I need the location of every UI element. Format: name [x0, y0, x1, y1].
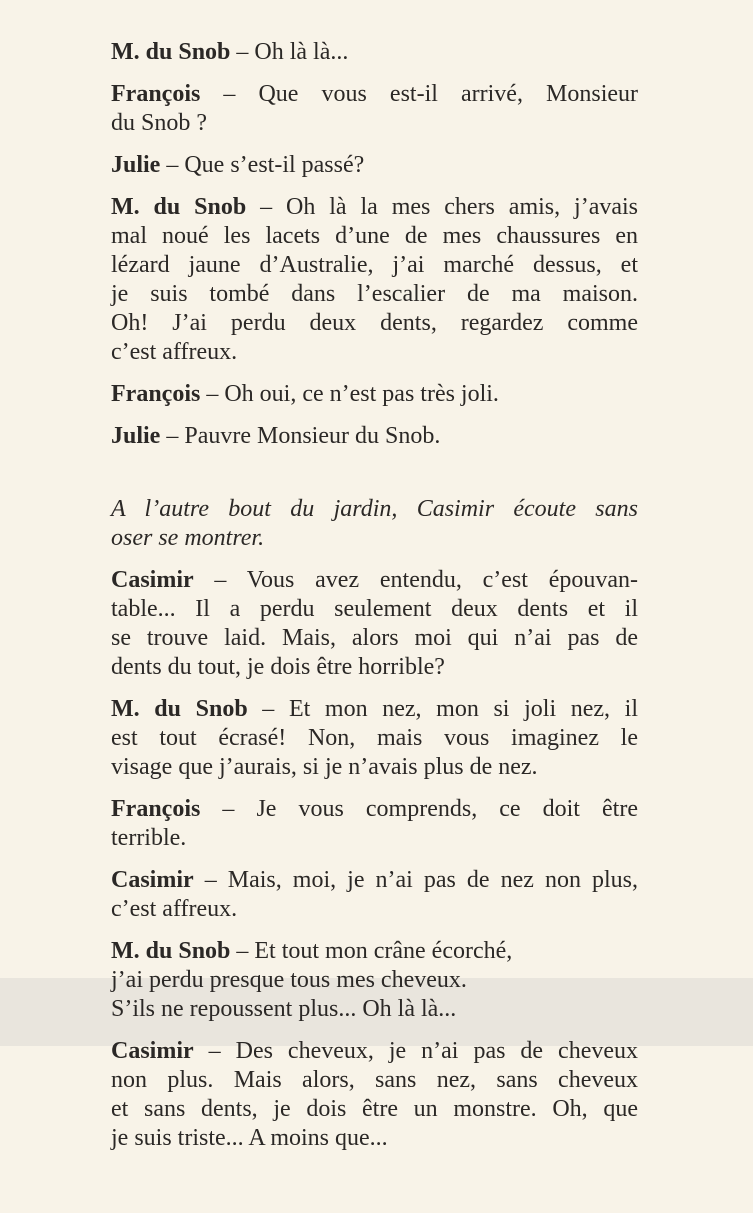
speaker-name: M. du Snob [111, 696, 248, 722]
speaker-name: Casimir [111, 567, 194, 593]
text-line [111, 824, 638, 853]
line-text: terrible. [111, 825, 187, 851]
speaker-name: Julie [111, 152, 161, 178]
dialogue-line [111, 937, 638, 1024]
text-line: Julie – Que s’est-il passé? [111, 152, 365, 178]
line-text: est tout écrasé! Non, mais vous imaginez le [111, 725, 638, 751]
text-line [111, 895, 638, 924]
text-line [111, 724, 638, 753]
dialogue-line [111, 38, 638, 67]
text-line [111, 995, 638, 1024]
line-text: Et tout mon crâne écorché, [254, 938, 513, 964]
line-text: Je vous comprends, ce doit être [256, 796, 638, 822]
line-text: Vous avez entendu, c’est épouvan- [246, 567, 638, 593]
text-line: M. du Snob – Et mon nez, mon si joli nez, il [111, 696, 639, 722]
line-text: mal noué les lacets d’une de mes chaussures en [111, 223, 638, 249]
text-line [111, 966, 638, 995]
dialogue-line [111, 151, 638, 180]
line-text: oser se montrer. [111, 525, 265, 551]
line-text: c’est affreux. [111, 896, 238, 922]
line-text: lézard jaune d’Australie, j’ai marché dessus, et [111, 252, 638, 278]
text-line [111, 338, 638, 367]
dialogue-page [111, 38, 638, 1166]
line-text: Que s’est-il passé? [184, 152, 365, 178]
text-line: Julie – Pauvre Monsieur du Snob. [111, 423, 441, 449]
line-text: c’est affreux. [111, 339, 238, 365]
text-line [111, 1095, 638, 1124]
text-line [111, 595, 638, 624]
dialogue-line [111, 422, 638, 451]
dialogue-line [111, 80, 638, 138]
speaker-name: M. du Snob [111, 39, 231, 65]
text-line [111, 495, 638, 524]
line-text: je suis triste... A moins que... [111, 1125, 388, 1151]
text-line: François – Oh oui, ce n’est pas très joli. [111, 381, 499, 407]
line-text: j’ai perdu presque tous mes cheveux. [111, 967, 467, 993]
line-text: table... Il a perdu seulement deux dents et il [111, 596, 638, 622]
line-text: non plus. Mais alors, sans nez, sans cheveux [111, 1067, 638, 1093]
line-text: Oh oui, ce n’est pas très joli. [224, 381, 499, 407]
text-line: François – Que vous est-il arrivé, Monsieur [111, 81, 639, 107]
text-line [111, 251, 638, 280]
dialogue-line [111, 1037, 638, 1153]
speaker-name: François [111, 381, 201, 407]
line-text: Pauvre Monsieur du Snob. [184, 423, 441, 449]
text-line [111, 109, 638, 138]
text-line [111, 624, 638, 653]
text-line: M. du Snob – Et tout mon crâne écorché, [111, 938, 513, 964]
text-line [111, 753, 638, 782]
text-line [111, 222, 638, 251]
text-line: M. du Snob – Oh là là... [111, 39, 349, 65]
speaker-name: François [111, 81, 201, 107]
text-line [111, 524, 638, 553]
text-line: Casimir – Des cheveux, je n’ai pas de cheveux [111, 1038, 639, 1064]
text-line: M. du Snob – Oh là la mes chers amis, j’avais [111, 194, 639, 220]
line-text: et sans dents, je dois être un monstre. Oh, que [111, 1096, 638, 1122]
dialogue-line [111, 695, 638, 782]
line-text: Oh là la mes chers amis, j’avais [286, 194, 639, 220]
line-text: visage que j’aurais, si je n’avais plus de nez. [111, 754, 538, 780]
speaker-name: Casimir [111, 867, 194, 893]
speaker-name: Julie [111, 423, 161, 449]
text-line: François – Je vous comprends, ce doit être [111, 796, 638, 822]
dialogue-line [111, 566, 638, 682]
line-text: Que vous est-il arrivé, Monsieur [258, 81, 639, 107]
dialogue-line [111, 795, 638, 853]
speaker-name: François [111, 796, 201, 822]
line-text: Oh là là... [254, 39, 349, 65]
speaker-name: M. du Snob [111, 938, 231, 964]
line-text: se trouve laid. Mais, alors moi qui n’ai pas de [111, 625, 638, 651]
line-text: Et mon nez, mon si joli nez, il [288, 696, 639, 722]
stage-direction [111, 495, 638, 553]
speaker-name: M. du Snob [111, 194, 247, 220]
line-text: du Snob ? [111, 110, 207, 136]
line-text: je suis tombé dans l’escalier de ma maison. [111, 281, 638, 307]
text-line [111, 1066, 638, 1095]
line-text: A l’autre bout du jardin, Casimir écoute sans [111, 496, 638, 522]
text-line [111, 1124, 638, 1153]
dialogue-line [111, 380, 638, 409]
line-text: Des cheveux, je n’ai pas de cheveux [235, 1038, 639, 1064]
text-line: Casimir – Mais, moi, je n’ai pas de nez non plus, [111, 867, 639, 893]
line-text: S’ils ne repoussent plus... Oh là là... [111, 996, 457, 1022]
line-text: dents du tout, je dois être horrible? [111, 654, 445, 680]
text-line: Casimir – Vous avez entendu, c’est épouvan- [111, 567, 638, 593]
speaker-name: Casimir [111, 1038, 194, 1064]
text-line [111, 280, 638, 309]
line-text: Oh! J’ai perdu deux dents, regardez comme [111, 310, 638, 336]
line-text: Mais, moi, je n’ai pas de nez non plus, [227, 867, 639, 893]
text-line [111, 653, 638, 682]
text-line [111, 309, 638, 338]
dialogue-line [111, 193, 638, 367]
dialogue-line [111, 866, 638, 924]
